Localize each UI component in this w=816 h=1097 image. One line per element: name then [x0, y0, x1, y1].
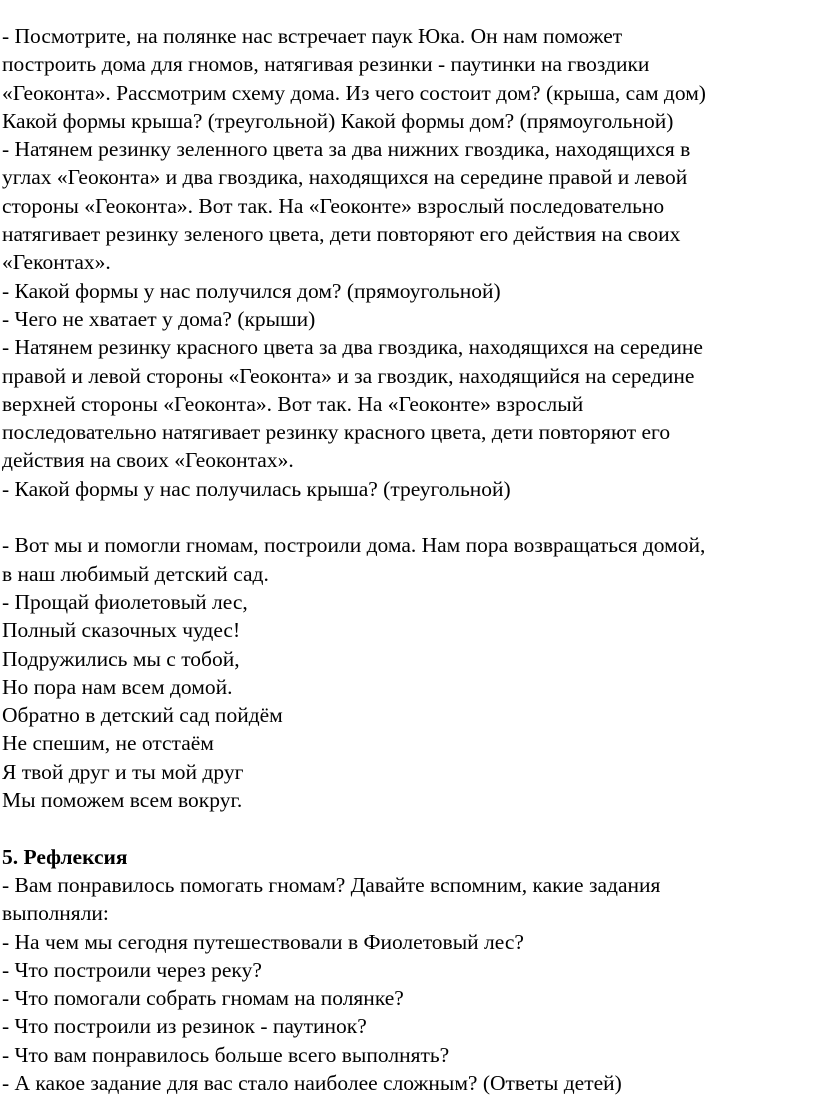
text-line: правой и левой стороны «Геоконта» и за гвоздик, находящийся на середине [2, 363, 695, 388]
section-heading: 5. Рефлексия [2, 844, 128, 869]
text-line: стороны «Геоконта». Вот так. На «Геоконте» взрослый последовательно [2, 193, 665, 218]
text-line: - Какой формы у нас получилась крыша? (треугольной) [2, 476, 511, 501]
text-line: натягивает резинку зеленого цвета, дети повторяют его действия на своих [2, 222, 681, 247]
question-line: - Что построили из резинок - паутинок? [2, 1014, 367, 1039]
paragraph-block-farewell [2, 531, 814, 814]
paragraph-block-activity [2, 22, 814, 503]
text-line: в наш любимый детский сад. [2, 561, 269, 586]
question-line: - На чем мы сегодня путешествовали в Фиолетовый лес? [2, 929, 524, 954]
text-line: - Посмотрите, на полянке нас встречает паук Юка. Он нам поможет [2, 24, 623, 48]
blank-line [2, 503, 814, 531]
poem-line: Не спешим, не отстаём [2, 731, 214, 756]
text-line: «Геконтах». [2, 250, 111, 275]
question-line: - Что помогали собрать гномам на полянке? [2, 986, 404, 1011]
text-line: верхней стороны «Геоконта». Вот так. На «Геоконте» взрослый [2, 391, 584, 416]
poem-line: Мы поможем всем вокруг. [2, 788, 243, 813]
poem-line: Но пора нам всем домой. [2, 674, 233, 699]
blank-line [2, 814, 814, 842]
text-line: «Геоконта». Рассмотрим схему дома. Из чего состоит дом? (крыша, сам дом) [2, 80, 706, 105]
paragraph-block-reflection [2, 871, 814, 1097]
question-line: - Что вам понравилось больше всего выполнять? [2, 1042, 450, 1067]
text-line: - Натянем резинку красного цвета за два гвоздика, находящихся на середине [2, 335, 703, 360]
text-line: - Вам понравилось помогать гномам? Давайте вспомним, какие задания [2, 872, 661, 897]
poem-line: Я твой друг и ты мой друг [2, 759, 244, 784]
question-line: - А какое задание для вас стало наиболее сложным? (Ответы детей) [2, 1070, 622, 1095]
document-page [2, 22, 814, 1097]
question-line: - Что построили через реку? [2, 957, 262, 982]
text-line: - Вот мы и помогли гномам, построили дома. Нам пора возвращаться домой, [2, 533, 706, 558]
text-line: - Какой формы у нас получился дом? (прямоугольной) [2, 278, 501, 303]
text-line: построить дома для гномов, натягивая резинки - паутинки на гвоздики [2, 52, 650, 77]
poem-line: Полный сказочных чудес! [2, 618, 241, 643]
text-line: Какой формы крыша? (треугольной) Какой формы дом? (прямоугольной) [2, 108, 674, 133]
poem-line: - Прощай фиолетовый лес, [2, 589, 248, 614]
poem-line: Обратно в детский сад пойдём [2, 703, 283, 728]
text-line: действия на своих «Геоконтах». [2, 448, 294, 473]
text-line: - Чего не хватает у дома? (крыши) [2, 306, 316, 331]
text-line: последовательно натягивает резинку красного цвета, дети повторяют его [2, 420, 671, 445]
poem-line: Подружились мы с тобой, [2, 646, 240, 671]
text-line: выполняли: [2, 901, 109, 926]
text-line: углах «Геоконта» и два гвоздика, находящихся на середине правой и левой [2, 165, 688, 190]
text-line: - Натянем резинку зеленного цвета за два нижних гвоздика, находящихся в [2, 137, 691, 162]
